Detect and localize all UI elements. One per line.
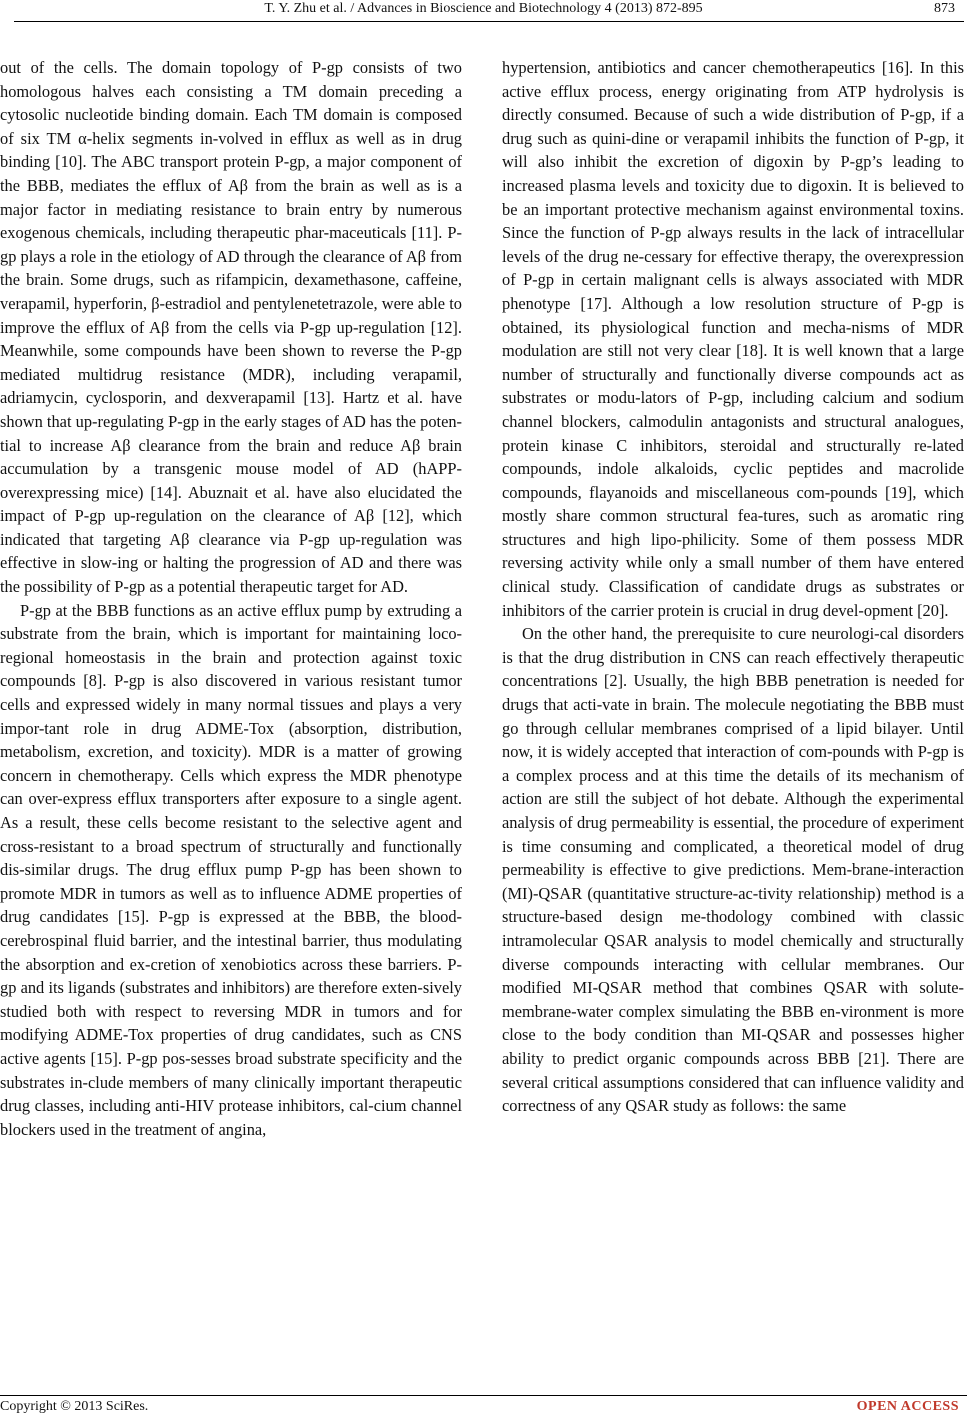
running-title: T. Y. Zhu et al. / Advances in Bioscience and Biotechnology 4 (2013) 872-895 (264, 1, 703, 16)
paragraph: out of the cells. The domain topology of P-gp consists of two homologous halves each consisting a TM domain preceding a cytosolic nucleotide binding domain. Each TM domain is composed of six TM α-helix segments in-volved in efflux as well as in drug binding [10]. The ABC transport protein P-gp, a major component of the BBB, mediates the efflux of Aβ from the brain as well as is a major factor in mediating resistance to brain entry by numerous exogenous chemicals, including therapeutic phar-maceuticals [11]. P-gp plays a role in the etiology of AD through the clearance of Aβ from the brain. Some drugs, such as rifampicin, dexamethasone, caffeine, verapamil, hyperforin, β-estradiol and pentylenetetrazole, were able to improve the efflux of Aβ from the cells via P-gp up-regulation [12]. Meanwhile, some compounds have been shown to reverse the P-gp mediated multidrug resistance (MDR), including verapamil, adriamycin, cyclosporin, and dexverapamil [13]. Hartz et al. have shown that up-regulating P-gp in the early stages of AD has the poten-tial to increase Aβ clearance from the brain and reduce Aβ brain accumulation by a transgenic mouse model of AD (hAPP-overexpressing mice) [14]. Abuznait et al. have also elucidated the impact of P-gp up-regulation on the clearance of Aβ [12], which indicated that targeting Aβ clearance via P-gp up-regulation was effective in slow-ing or halting the progression of AD and there was the possibility of P-gp as a potential therapeutic target for AD. (0, 58, 462, 597)
footer-rule (0, 1395, 967, 1396)
copyright-notice: Copyright © 2013 SciRes. (0, 1399, 149, 1414)
running-header (0, 0, 967, 18)
paragraph: On the other hand, the prerequisite to cure neurologi-cal disorders is that the drug distribution in CNS can reach effectively therapeutic concentrations [2]. Usually, the high BBB penetration is needed for drugs that acti-vate in brain. The molecule negotiating the BBB must go through cellular membranes comprised of a lipid bilayer. Until now, it is widely accepted that interaction of com-pounds with P-gp is a complex process and at this time the details of its mechanism of action are still the subject of hot debate. Although the experimental analysis of drug permeability is essential, the procedure of experiment is time consuming and complicated, a theoretical model of drug permeability is effective to give predictions. Mem-brane-interaction (MI)-QSAR (quantitative structure-ac-tivity relationship) method is a structure-based design me-thodology combined with classic intramolecular QSAR analysis to model chemically and structurally diverse compounds interacting with cellular membranes. Our modified MI-QSAR method that combines QSAR with solute-membrane-water complex simulating the BBB en-vironment is more close to the body condition than MI-QSAR and possesses higher ability to predict organic compounds across BBB [21]. There are several critical assumptions considered that can influence validity and correctness of any QSAR study as follows: the same (502, 624, 964, 1116)
paragraph: P-gp at the BBB functions as an active efflux pump by extruding a substrate from the brain, which is important for maintaining loco-regional homeostasis in the brain and protection against toxic compounds [8]. P-gp is also discovered in various resistant tumor cells and expressed widely in many normal tissues and plays a very impor-tant role in drug ADME-Tox (absorption, distribution, metabolism, excretion, and toxicity). MDR is a matter of growing concern in chemotherapy. Cells which express the MDR phenotype can over-express efflux transporters after exposure to a single agent. As a result, these cells become resistant to the selective agent and cross-resistant to a broad spectrum of structurally and functionally dis-similar drugs. The drug efflux pump P-gp has been shown to promote MDR in tumors as well as to influence ADME properties of drug candidates [15]. P-gp is expressed at the BBB, the blood-cerebrospinal fluid barrier, and the intestinal barrier, thus modulating the absorption and ex-cretion of xenobiotics across these barriers. P-gp and its ligands (substrates and inhibitors) are therefore exten-sively studied both with respect to reversing MDR in tumors and for modifying ADME-Tox properties of drug candidates, such as CNS active agents [15]. P-gp pos-sesses broad substrate specificity and the substrates in-clude members of many clinically important therapeutic drug classes, including anti-HIV protease inhibitors, cal-cium channel blockers used in the treatment of angina, (0, 600, 462, 1139)
paragraph: hypertension, antibiotics and cancer chemotherapeutics [16]. In this active efflux process, energy originating from ATP hydrolysis is directly consumed. Because of such a wide distribution of P-gp, if a drug such as quini-dine or verapamil inhibits the function of P-gp, it will also inhibit the excretion of digoxin by P-gp’s leading to increased plasma levels and toxicity due to digoxin. It is believed to be an important protective mechanism against environmental toxins. Since the function of P-gp always results in the lack of intracellular levels of the drug ne-cessary for effective therapy, the overexpression of P-gp in certain malignant cells is always associated with MDR phenotype [17]. Although a low resolution structure of P-gp is obtained, its physiological function and mecha-nisms of MDR modulation are still not very clear [18]. It is well known that a large number of structurally and functionally diverse compounds act as substrates or modu-lators of P-gp, including calcium and sodium channel blockers, calmodulin antagonists and structural analogues, protein kinase C inhibitors, steroidal and structurally re-lated compounds, indole alkaloids, cyclic peptides and macrolide compounds, flayanoids and miscellaneous com-pounds [19], which mostly share common structural fea-tures, such as aromatic ring structures and high lipo-philicity. Some of them possess MDR reversing activity while only a small number of them have entered clinical study. Classification of candidate drugs as substrates or inhibitors of the carrier protein is crucial in drug devel-opment [20]. (502, 58, 964, 620)
header-rule (14, 21, 964, 22)
right-column (502, 56, 964, 1390)
page-number: 873 (934, 1, 955, 16)
left-column (0, 56, 462, 1390)
open-access-label: OPEN ACCESS (856, 1399, 959, 1414)
page-footer (0, 1399, 967, 1414)
